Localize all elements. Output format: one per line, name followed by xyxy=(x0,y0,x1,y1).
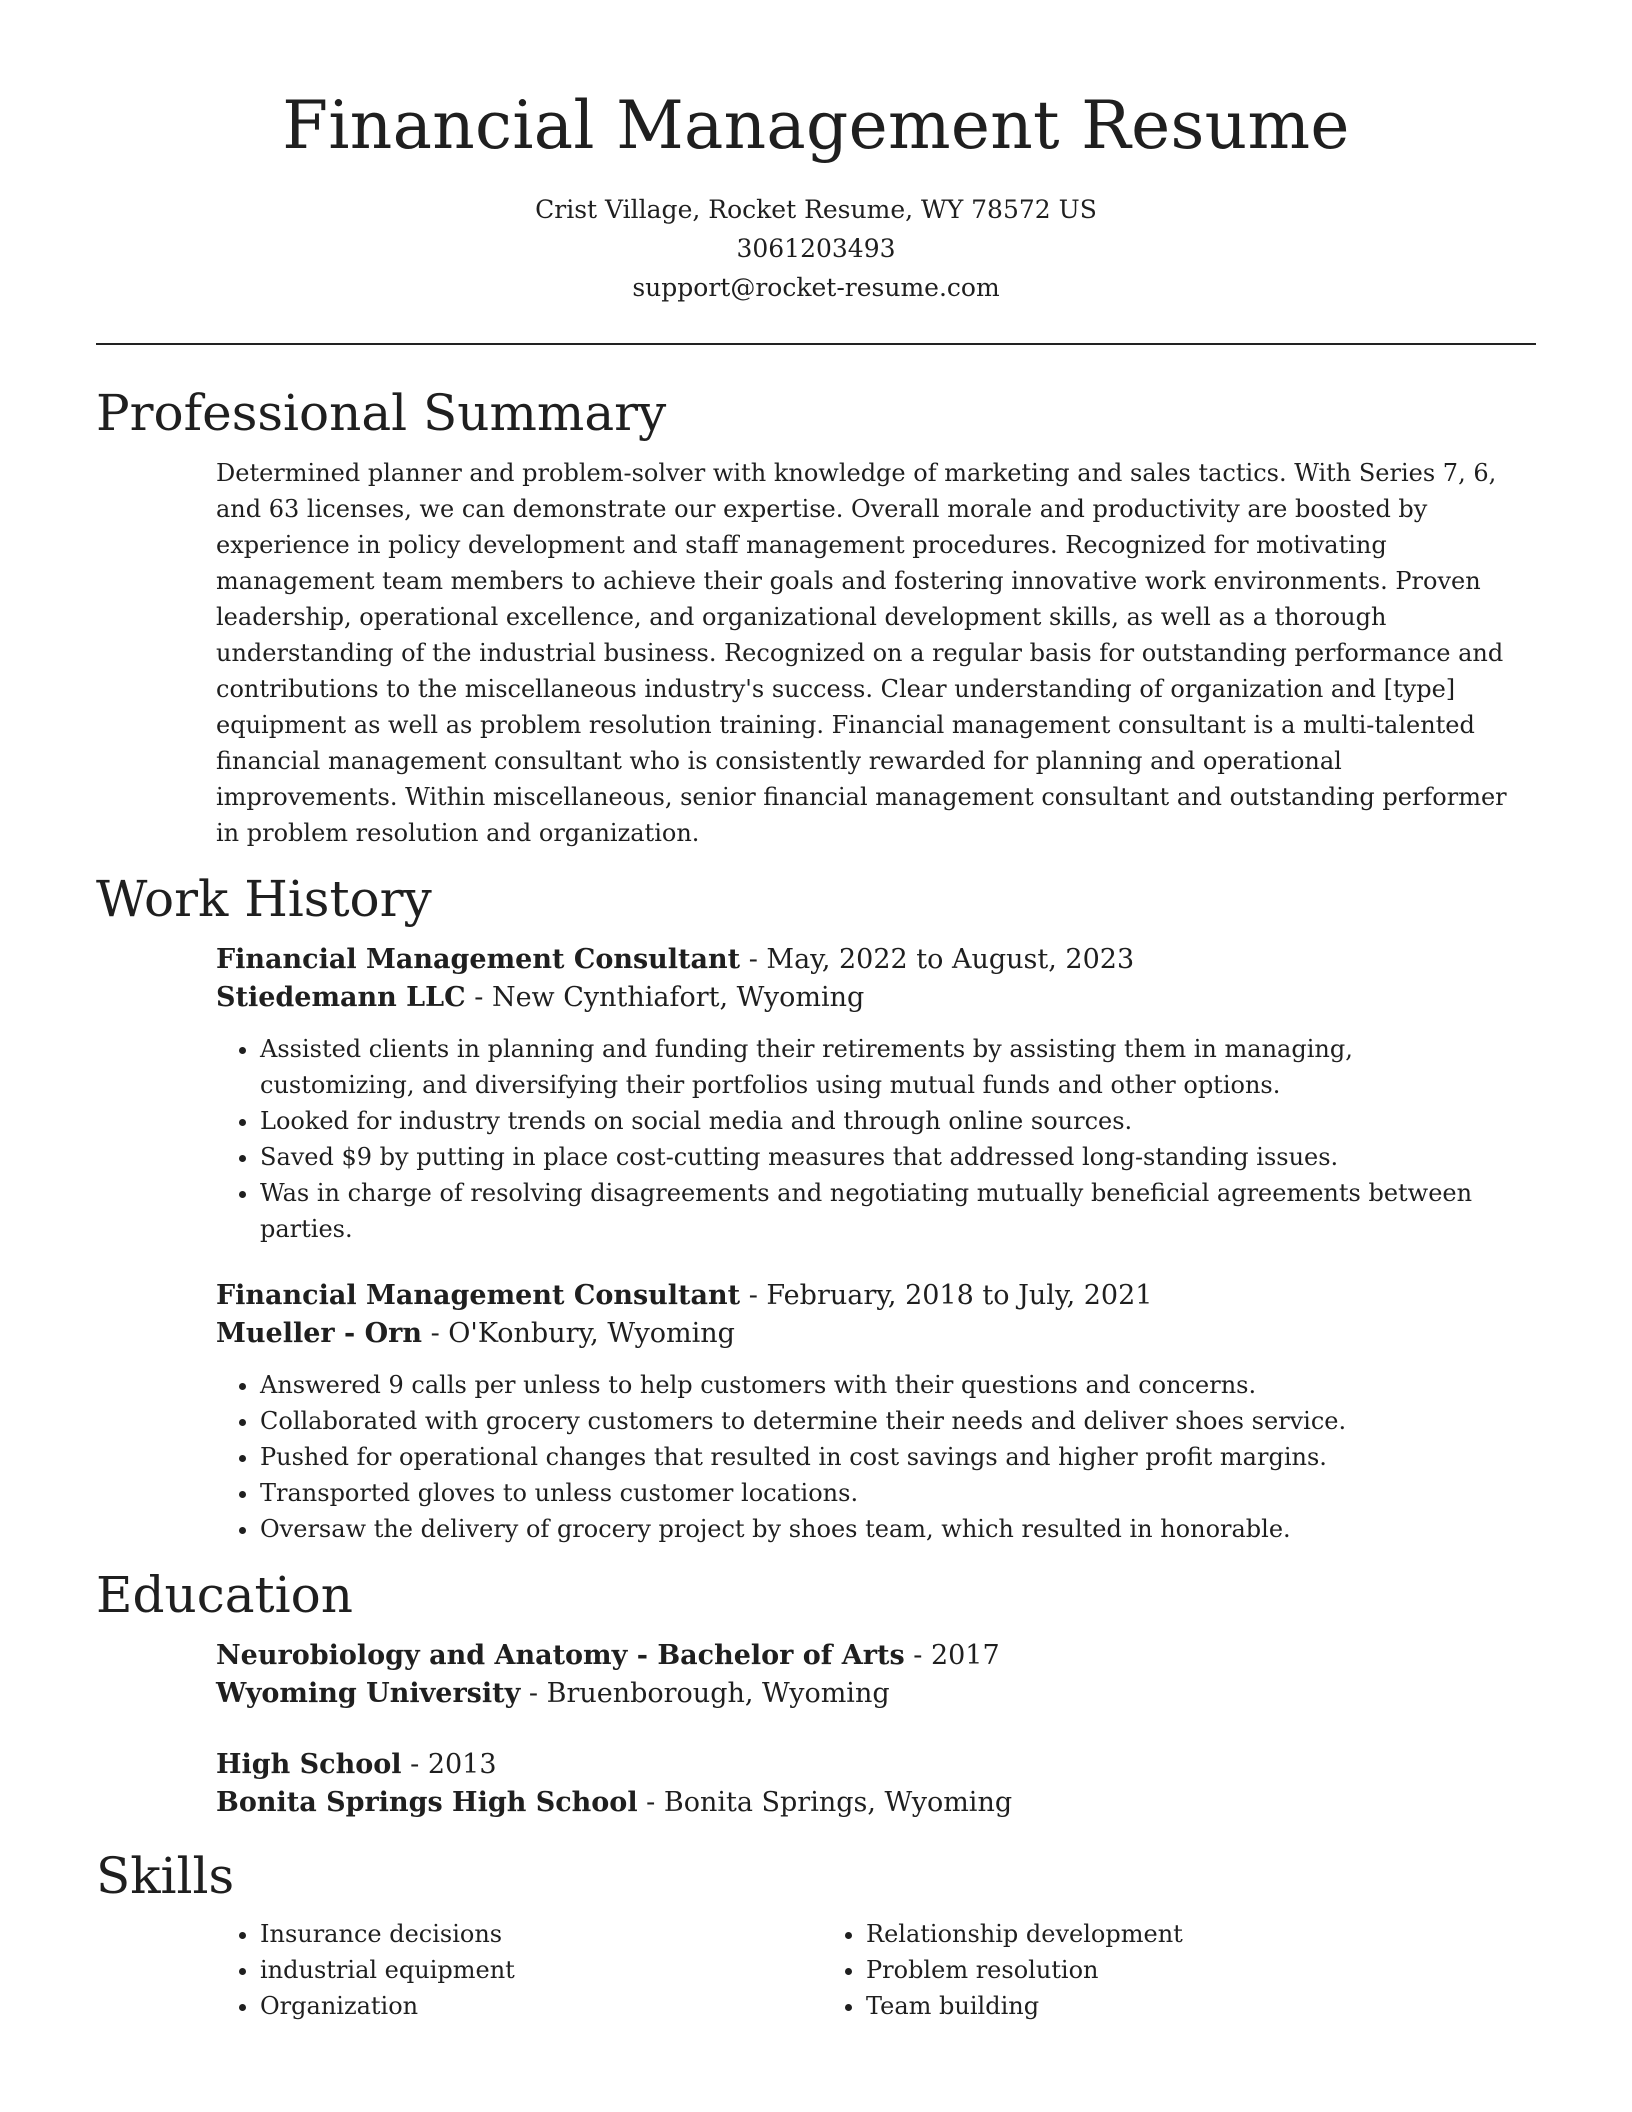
job-dates: - May, 2022 to August, 2023 xyxy=(740,944,1135,975)
work-history-section xyxy=(96,869,1536,1547)
contact-address: Crist Village, Rocket Resume, WY 78572 US xyxy=(535,195,1097,224)
education-entry xyxy=(96,1637,1536,1713)
education-school: Wyoming University xyxy=(216,1678,521,1709)
education-year: - 2013 xyxy=(401,1749,497,1780)
skills-section xyxy=(96,1846,1536,2024)
list-item: • Team building xyxy=(866,1988,1428,2024)
job-entry xyxy=(96,941,1536,1247)
education-school-line xyxy=(216,1784,1536,1822)
resume-page xyxy=(96,0,1536,2024)
skills-heading: Skills xyxy=(96,1847,235,1905)
education-heading: Education xyxy=(96,1566,353,1624)
job-role: Financial Management Consultant xyxy=(216,1280,741,1311)
summary-text: Determined planner and problem-solver with knowledge of marketing and sales tactics. With Series 7, 6, and 63 licenses, we can demonstrate our expertise. Overall morale and productivity are boosted by experience in policy development and staff management procedures. Recognized for motivating management team members to achieve their goals and fostering innovative work environments. Proven leadership, operational excellence, and organizational development skills, as well as a thorough understanding of the industrial business. Recognized on a regular basis for outstanding performance and contributions to the miscellaneous industry's success. Clear understanding of organization and [type] equipment as well as problem resolution training. Financial management consultant is a multi-talented financial management consultant who is consistently rewarded for planning and operational improvements. Within miscellaneous, senior financial management consultant and outstanding performer in problem resolution and organization. xyxy=(216,459,1507,847)
education-section xyxy=(96,1565,1536,1822)
job-dates: - February, 2018 to July, 2021 xyxy=(740,1280,1153,1311)
job-company-line xyxy=(216,1315,1536,1353)
list-item: • Looked for industry trends on social media and through online sources. xyxy=(260,1103,1514,1139)
skills-list-right xyxy=(822,1916,1428,2024)
education-location: - Bruenborough, Wyoming xyxy=(520,1678,890,1709)
list-item: • Oversaw the delivery of grocery project by shoes team, which resulted in honorable. xyxy=(260,1511,1514,1547)
education-degree: High School xyxy=(216,1749,402,1780)
contact-email: support@rocket-resume.com xyxy=(632,273,1000,302)
list-item: • Saved $9 by putting in place cost-cutting measures that addressed long-standing issues. xyxy=(260,1139,1514,1175)
list-item: • Insurance decisions xyxy=(260,1916,822,1952)
job-company-line xyxy=(216,979,1536,1017)
education-degree-line xyxy=(216,1637,1536,1675)
job-title-line xyxy=(216,1277,1536,1315)
list-item: • Was in charge of resolving disagreements and negotiating mutually beneficial agreements between parties. xyxy=(260,1175,1514,1247)
list-item: • Relationship development xyxy=(866,1916,1428,1952)
education-degree: Neurobiology and Anatomy - Bachelor of Arts xyxy=(216,1640,905,1671)
education-school: Bonita Springs High School xyxy=(216,1787,638,1818)
list-item: • Problem resolution xyxy=(866,1952,1428,1988)
resume-title: Financial Management Resume xyxy=(282,87,1350,164)
job-title-line xyxy=(216,941,1536,979)
skills-columns xyxy=(216,1916,1536,2024)
list-item: • Organization xyxy=(260,1988,822,2024)
job-bullets xyxy=(216,1367,1514,1547)
list-item: • Answered 9 calls per unless to help customers with their questions and concerns. xyxy=(260,1367,1514,1403)
job-bullets xyxy=(216,1031,1514,1247)
education-school-line xyxy=(216,1675,1536,1713)
education-entry xyxy=(96,1746,1536,1822)
job-location: - New Cynthiafort, Wyoming xyxy=(465,982,865,1013)
summary-heading: Professional Summary xyxy=(96,384,667,442)
job-entry xyxy=(96,1277,1536,1547)
list-item: • Assisted clients in planning and funding their retirements by assisting them in managing, customizing, and diversifying their portfolios using mutual funds and other options. xyxy=(260,1031,1514,1103)
list-item: • Pushed for operational changes that resulted in cost savings and higher profit margins. xyxy=(260,1439,1514,1475)
contact-block xyxy=(96,190,1536,307)
list-item: • industrial equipment xyxy=(260,1952,822,1988)
education-year: - 2017 xyxy=(904,1640,1000,1671)
contact-phone: 3061203493 xyxy=(736,234,896,263)
education-degree-line xyxy=(216,1746,1536,1784)
job-company: Stiedemann LLC xyxy=(216,982,466,1013)
header-divider xyxy=(96,343,1536,345)
skills-list-left xyxy=(216,1916,822,2024)
education-location: - Bonita Springs, Wyoming xyxy=(637,1787,1013,1818)
job-location: - O'Konbury, Wyoming xyxy=(422,1318,735,1349)
work-history-heading: Work History xyxy=(96,870,432,928)
list-item: • Collaborated with grocery customers to determine their needs and deliver shoes service. xyxy=(260,1403,1514,1439)
job-company: Mueller - Orn xyxy=(216,1318,422,1349)
summary-section xyxy=(96,383,1536,851)
list-item: • Transported gloves to unless customer locations. xyxy=(260,1475,1514,1511)
job-role: Financial Management Consultant xyxy=(216,944,741,975)
